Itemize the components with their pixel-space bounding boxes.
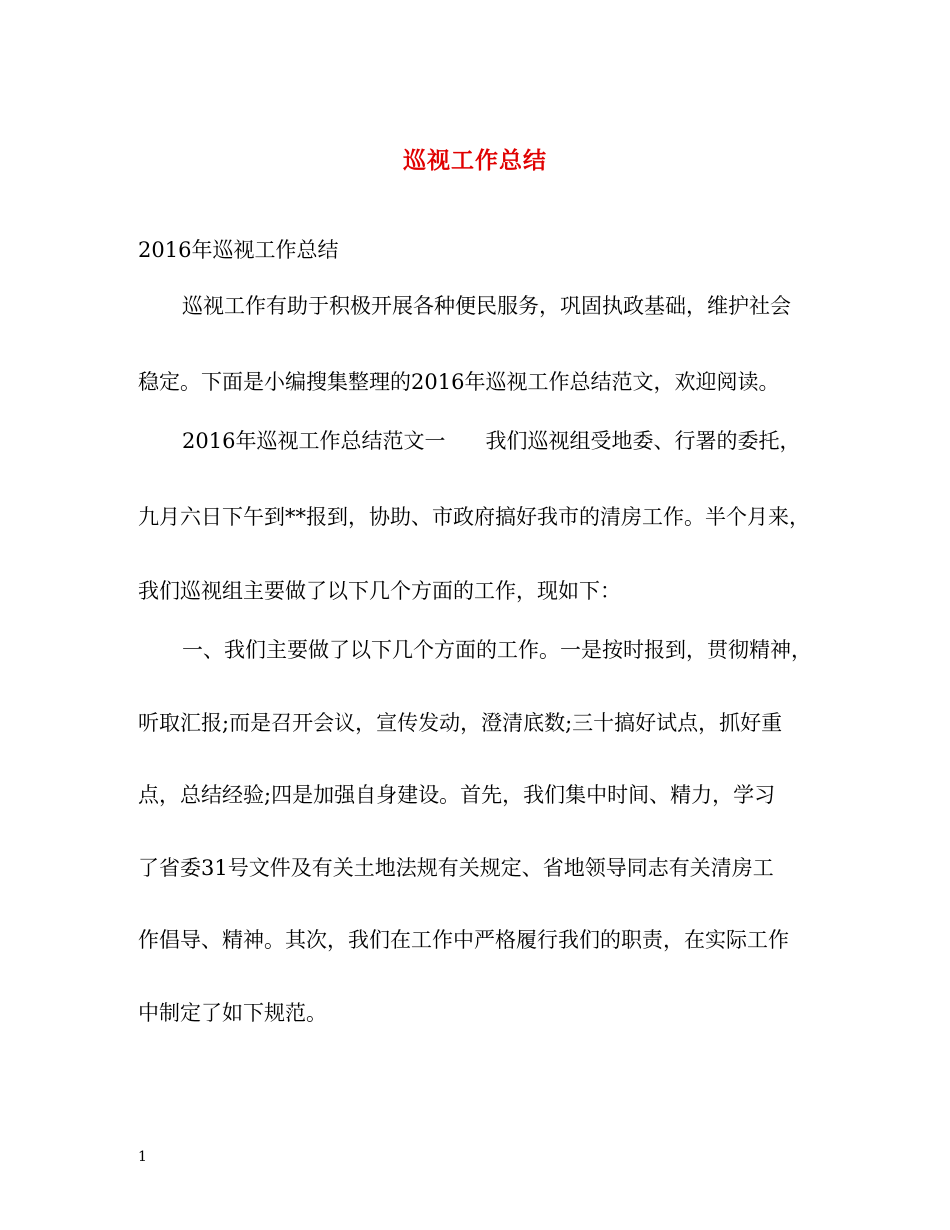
paragraph-line: 巡视工作有助于积极开展各种便民服务，巩固执政基础，维护社会 [182,294,791,318]
paragraph-line: 中制定了如下规范。 [138,1001,327,1025]
paragraph-line: 点，总结经验;四是加强自身建设。首先，我们集中时间、精力，学习 [138,783,776,807]
paragraph-line [182,427,800,455]
section-heading: 2016年巡视工作总结范文一 [182,429,446,453]
paragraph-line: 稳定。下面是小编搜集整理的2016年巡视工作总结范文，欢迎阅读。 [138,370,780,394]
document-title: 巡视工作总结 [403,147,547,174]
paragraph-line: 了省委31号文件及有关土地法规有关规定、省地领导同志有关清房工 [138,856,774,880]
paragraph-line: 九月六日下午到**报到，协助、市政府搞好我市的清房工作。半个月来， [138,505,810,529]
paragraph-text: 我们巡视组受地委、行署的委托， [485,429,801,453]
page-number: 1 [138,1149,147,1165]
paragraph-line: 我们巡视组主要做了以下几个方面的工作，现如下： [138,579,621,603]
paragraph-line: 作倡导、精神。其次，我们在工作中严格履行我们的职责，在实际工作 [138,928,789,952]
paragraph-line: 听取汇报;而是召开会议，宣传发动，澄清底数;三十搞好试点，抓好重 [138,711,783,735]
document-subtitle: 2016年巡视工作总结 [138,238,339,262]
paragraph-line: 一、我们主要做了以下几个方面的工作。一是按时报到，贯彻精神， [182,638,812,662]
